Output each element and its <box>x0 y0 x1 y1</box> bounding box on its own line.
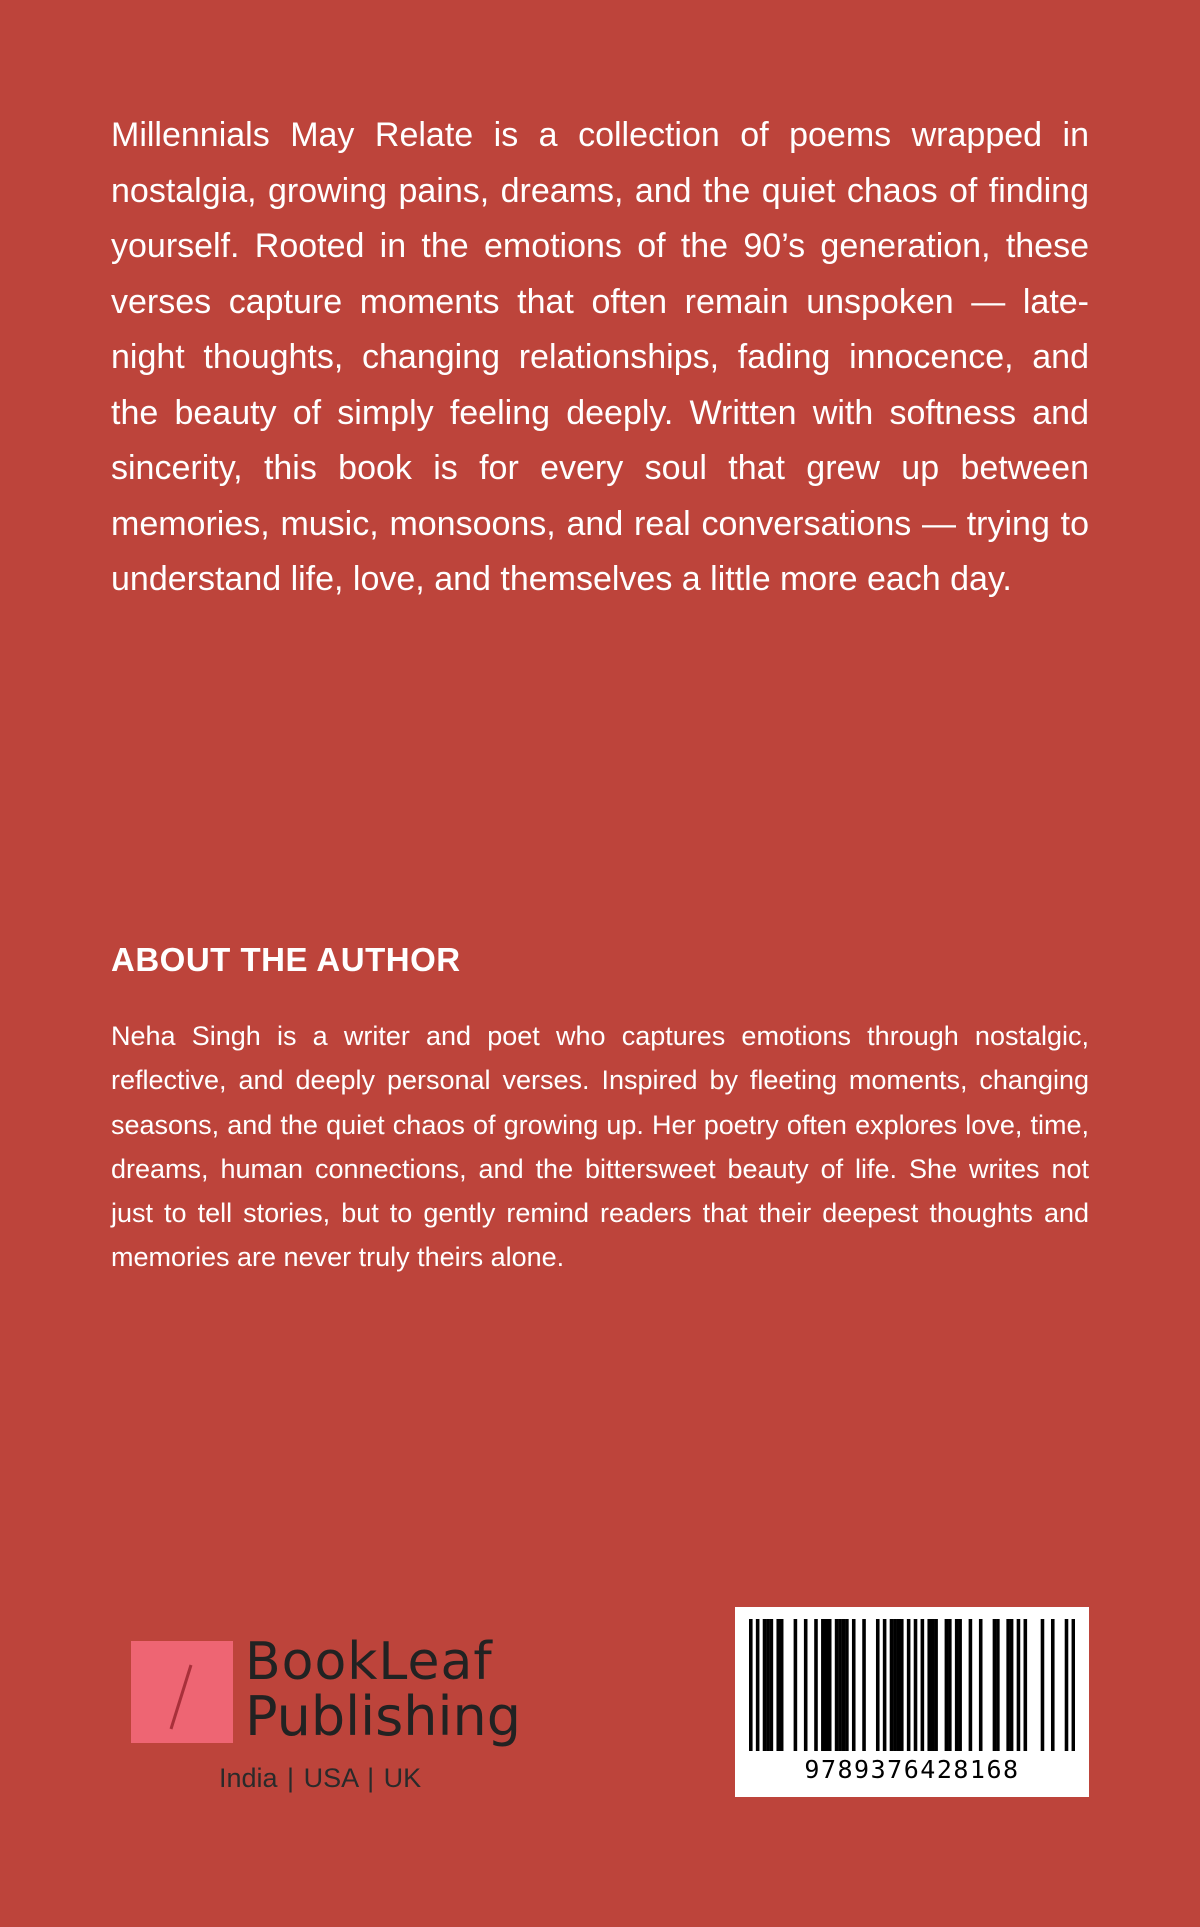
publisher-name-line1: BookLeaf <box>245 1632 493 1692</box>
barcode-bar <box>958 1619 962 1751</box>
barcode-bar <box>948 1619 952 1751</box>
barcode-bar <box>897 1619 901 1751</box>
about-author-heading: ABOUT THE AUTHOR <box>111 941 461 978</box>
barcode-bar <box>955 1619 959 1751</box>
barcode-bar <box>969 1619 973 1751</box>
barcode-bar <box>1010 1619 1014 1751</box>
barcode-bar <box>828 1619 832 1751</box>
barcode-bar <box>1017 1619 1021 1751</box>
barcode-bar <box>821 1619 825 1751</box>
isbn-barcode <box>735 1607 1089 1797</box>
barcode-bar <box>883 1619 887 1751</box>
barcode-bar <box>838 1619 842 1751</box>
barcode-bar <box>890 1619 894 1751</box>
about-author-text: Neha Singh is a writer and poet who captures emotions through nostalgic, reflective, and deeply personal verses. Inspired by fleeting moments, changing seasons, and the quiet chaos of growing up. Her poetry often explores love, time, dreams, human connections, and the bittersweet beauty of life. She writes not just to tell stories, but to gently remind readers that their deepest thoughts and memories are never truly theirs alone. <box>111 1021 1089 1273</box>
book-blurb: Millennials May Relate is a collection of poems wrapped in nostalgia, growing pains, dreams, and the quiet chaos of finding yourself. Rooted in the emotions of the 90’s generation, these verses capture moments that often remain unspoken — late-night thoughts, changing relationships, fading innocence, and the beauty of simply feeling deeply. Written with softness and sincerity, this book is for every soul that grew up between memories, music, monsoons, and real conversations — trying to understand life, love, and themselves a little more each day. <box>111 116 1089 598</box>
barcode-bar <box>756 1619 760 1751</box>
barcode-bar <box>927 1619 931 1751</box>
barcode-bar <box>945 1619 949 1751</box>
barcode-bar <box>842 1619 846 1751</box>
barcode-bar <box>794 1619 798 1751</box>
barcode-bar <box>1072 1619 1075 1751</box>
barcode-bar <box>780 1619 784 1751</box>
barcode-bar <box>921 1619 925 1751</box>
barcode-bar <box>1024 1619 1028 1751</box>
slash-logo-icon <box>131 1641 233 1743</box>
barcode-bar <box>824 1619 828 1751</box>
barcode-bar <box>804 1619 808 1751</box>
barcode-bar <box>893 1619 897 1751</box>
publisher-regions: India | USA | UK <box>219 1763 422 1793</box>
barcode-bar <box>763 1619 767 1751</box>
barcode-bar <box>835 1619 839 1751</box>
barcode-bar <box>876 1619 880 1751</box>
barcode-bar <box>996 1619 1000 1751</box>
publisher-name-line2: Publishing <box>245 1685 521 1748</box>
barcode-bar <box>1051 1619 1055 1751</box>
barcode-bar <box>907 1619 911 1751</box>
barcode-bar <box>914 1619 918 1751</box>
barcode-bar <box>931 1619 935 1751</box>
barcode-bar <box>1006 1619 1010 1751</box>
barcode-bar <box>852 1619 856 1751</box>
publisher-logo <box>131 1632 521 1796</box>
barcode-bar <box>979 1619 983 1751</box>
barcode-bar <box>770 1619 774 1751</box>
barcode-bar <box>1065 1619 1069 1751</box>
barcode-bar <box>934 1619 938 1751</box>
barcode-bar <box>1041 1619 1045 1751</box>
slash-mark <box>161 1661 201 1733</box>
barcode-bar <box>766 1619 770 1751</box>
barcode-bar <box>900 1619 904 1751</box>
barcode-bar <box>845 1619 849 1751</box>
barcode-bar <box>814 1619 818 1751</box>
barcode-bar <box>862 1619 866 1751</box>
barcode-bar <box>749 1619 753 1751</box>
barcode-bar <box>776 1619 780 1751</box>
isbn-number: 9789376428168 <box>804 1755 1020 1784</box>
barcode-bars <box>749 1619 1075 1751</box>
barcode-bar <box>993 1619 997 1751</box>
